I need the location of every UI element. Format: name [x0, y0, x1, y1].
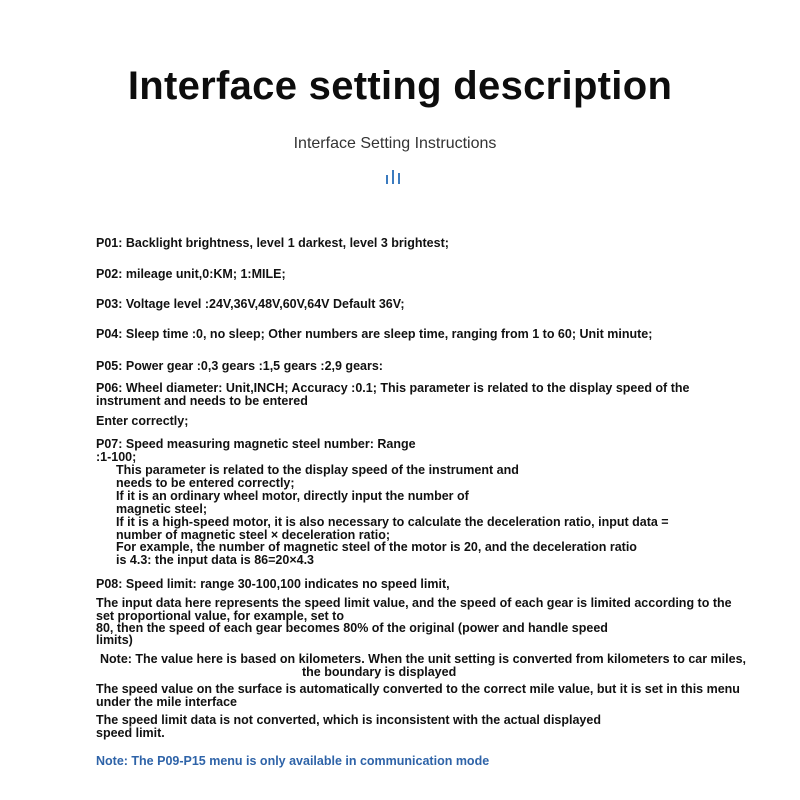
param-p08-line: 80, then the speed of each gear becomes 80% of the original (power and handle speed	[96, 621, 608, 635]
param-p07-line: If it is an ordinary wheel motor, directly input the number of	[116, 489, 469, 503]
param-p07-line: number of magnetic steel × deceleration ratio;	[116, 528, 391, 542]
param-p08-line: set proportional value, for example, set to	[96, 609, 344, 623]
footer-note: Note: The P09-P15 menu is only available in communication mode	[96, 754, 490, 768]
param-p08-line: Note: The value here is based on kilometers. When the unit setting is converted from kilometers to car miles,	[100, 652, 746, 666]
param-p08-line: The input data here represents the speed limit value, and the speed of each gear is limited according to the	[96, 596, 732, 610]
param-p07-line: magnetic steel;	[116, 502, 208, 516]
param-p07-line: This parameter is related to the display speed of the instrument and	[116, 463, 519, 477]
param-p02: P02: mileage unit,0:KM; 1:MILE;	[96, 267, 286, 281]
param-p08-line: P08: Speed limit: range 30-100,100 indicates no speed limit,	[96, 577, 450, 591]
param-p04: P04: Sleep time :0, no sleep; Other numbers are sleep time, ranging from 1 to 60; Unit minute;	[96, 327, 653, 341]
param-p08-line: the boundary is displayed	[302, 665, 457, 679]
param-p08-line: speed limit.	[96, 726, 165, 740]
param-p07-line: :1-100;	[96, 450, 137, 464]
param-p06-line: Enter correctly;	[96, 414, 189, 428]
page-subtitle: Interface Setting Instructions	[293, 135, 497, 152]
bar-chart-icon	[385, 168, 401, 184]
param-p06-line: P06: Wheel diameter: Unit,INCH; Accuracy :0.1; This parameter is related to the display speed of the	[96, 381, 690, 395]
param-p07-line: For example, the number of magnetic steel of the motor is 20, and the deceleration ratio	[116, 540, 637, 554]
param-p01: P01: Backlight brightness, level 1 darkest, level 3 brightest;	[96, 236, 449, 250]
param-p07-line: needs to be entered correctly;	[116, 476, 295, 490]
param-p07-line: P07: Speed measuring magnetic steel number: Range	[96, 437, 416, 451]
param-p08-line: The speed limit data is not converted, which is inconsistent with the actual displayed	[96, 713, 601, 727]
param-p08-line: limits)	[96, 633, 133, 647]
param-p07-line: is 4.3: the input data is 86=20×4.3	[116, 553, 315, 567]
param-p08-line: under the mile interface	[96, 695, 238, 709]
param-p05: P05: Power gear :0,3 gears :1,5 gears :2,9 gears:	[96, 359, 383, 373]
param-p06-line: instrument and needs to be entered	[96, 394, 308, 408]
param-p07-line: If it is a high-speed motor, it is also necessary to calculate the deceleration ratio, input data =	[116, 515, 669, 529]
param-p08-line: The speed value on the surface is automatically converted to the correct mile value, but it is set in this menu	[96, 682, 740, 696]
page-title: Interface setting description	[127, 64, 673, 108]
param-p03: P03: Voltage level :24V,36V,48V,60V,64V Default 36V;	[96, 297, 405, 311]
